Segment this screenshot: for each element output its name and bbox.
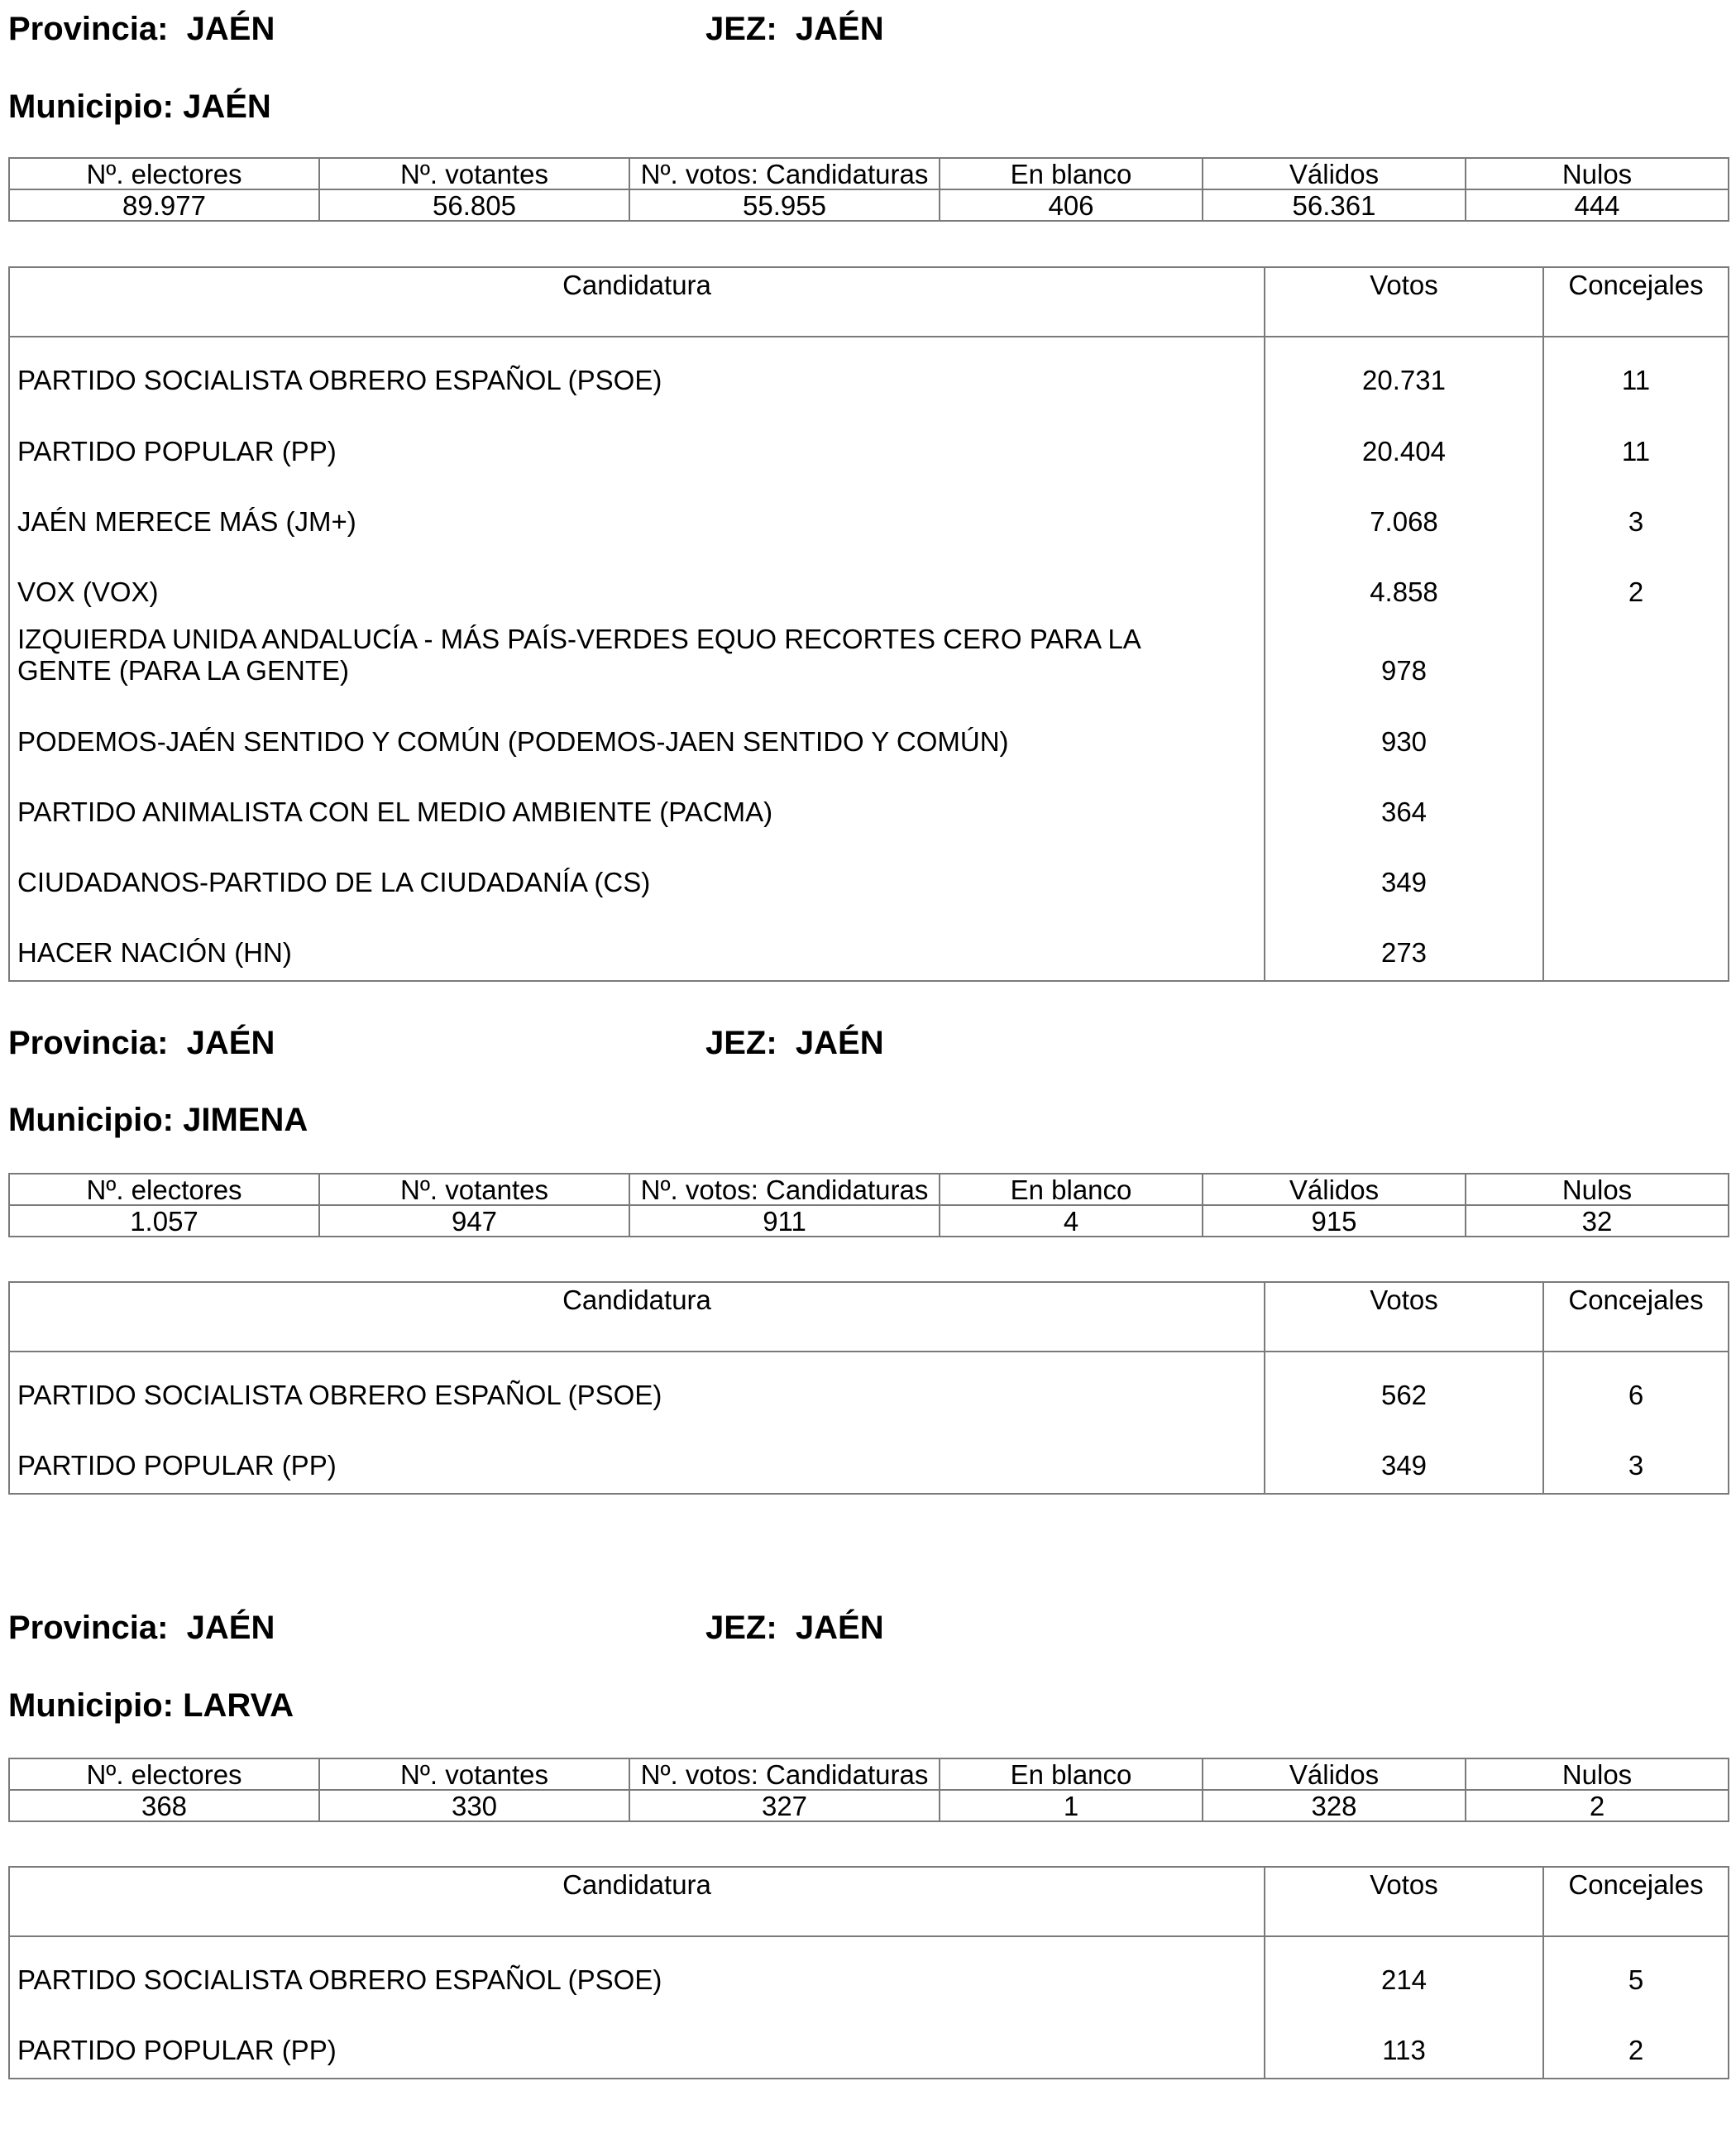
- provincia-value: JAÉN: [186, 1610, 275, 1646]
- stats-table: [8, 1758, 1729, 1822]
- stats-header-validos: Válidos: [1203, 1758, 1466, 1790]
- jez-label: JEZ:: [705, 1610, 777, 1646]
- header-votos: Votos: [1265, 1282, 1543, 1352]
- candidatura-row: [9, 1423, 1729, 1494]
- candidatura-votos: 4.858: [1265, 549, 1543, 620]
- stats-value-row: [9, 1205, 1729, 1237]
- stats-header-votantes: Nº. votantes: [319, 158, 629, 189]
- stats-votos-candidaturas: 911: [629, 1205, 940, 1237]
- stats-electores: 368: [9, 1790, 319, 1821]
- candidaturas-header-row: [9, 267, 1729, 337]
- municipio-heading: [8, 1103, 308, 1136]
- candidatura-concejales: [1543, 769, 1729, 840]
- provincia-label: Provincia:: [8, 11, 169, 47]
- candidatura-row: [9, 769, 1729, 840]
- jez-value: JAÉN: [795, 1025, 884, 1061]
- candidatura-votos: 978: [1265, 620, 1543, 698]
- candidatura-concejales: [1543, 840, 1729, 910]
- provincia-heading: [8, 12, 275, 45]
- municipio-label: Municipio:: [8, 1687, 174, 1724]
- candidatura-votos: 113: [1265, 2007, 1543, 2079]
- stats-nulos: 2: [1466, 1790, 1729, 1821]
- candidatura-name: PARTIDO SOCIALISTA OBRERO ESPAÑOL (PSOE): [9, 1936, 1265, 2007]
- stats-header-en-blanco: En blanco: [940, 1758, 1203, 1790]
- jez-value: JAÉN: [795, 11, 884, 47]
- header-concejales: Concejales: [1543, 267, 1729, 337]
- candidaturas-table: [8, 1281, 1729, 1495]
- jez-heading: [705, 1026, 884, 1060]
- municipio-value: JIMENA: [183, 1102, 308, 1138]
- candidatura-name: PARTIDO POPULAR (PP): [9, 2007, 1265, 2079]
- candidatura-votos: 349: [1265, 1423, 1543, 1494]
- candidatura-votos: 349: [1265, 840, 1543, 910]
- stats-votantes: 330: [319, 1790, 629, 1821]
- candidatura-name: HACER NACIÓN (HN): [9, 910, 1265, 981]
- stats-header-votos-candidaturas: Nº. votos: Candidaturas: [629, 158, 940, 189]
- municipio-label: Municipio:: [8, 1102, 174, 1138]
- candidatura-concejales: 2: [1543, 549, 1729, 620]
- candidatura-concejales: [1543, 698, 1729, 769]
- candidatura-concejales: 3: [1543, 1423, 1729, 1494]
- stats-header-votos-candidaturas: Nº. votos: Candidaturas: [629, 1174, 940, 1205]
- stats-en-blanco: 1: [940, 1790, 1203, 1821]
- header-concejales: Concejales: [1543, 1282, 1729, 1352]
- candidatura-row: [9, 840, 1729, 910]
- jez-value: JAÉN: [795, 1610, 884, 1646]
- stats-header-row: [9, 1174, 1729, 1205]
- stats-nulos: 32: [1466, 1205, 1729, 1237]
- stats-en-blanco: 4: [940, 1205, 1203, 1237]
- header-votos: Votos: [1265, 1867, 1543, 1936]
- candidatura-votos: 930: [1265, 698, 1543, 769]
- stats-value-row: [9, 1790, 1729, 1821]
- stats-header-votantes: Nº. votantes: [319, 1758, 629, 1790]
- candidatura-name: PARTIDO SOCIALISTA OBRERO ESPAÑOL (PSOE): [9, 1352, 1265, 1423]
- stats-header-nulos: Nulos: [1466, 158, 1729, 189]
- candidaturas-table: [8, 1866, 1729, 2079]
- municipio-label: Municipio:: [8, 89, 174, 125]
- municipio-value: LARVA: [183, 1687, 294, 1724]
- candidatura-row: [9, 1936, 1729, 2007]
- header-votos: Votos: [1265, 267, 1543, 337]
- provincia-value: JAÉN: [186, 1025, 275, 1061]
- stats-header-electores: Nº. electores: [9, 1174, 319, 1205]
- candidaturas-header-row: [9, 1282, 1729, 1352]
- candidatura-name: PARTIDO SOCIALISTA OBRERO ESPAÑOL (PSOE): [9, 337, 1265, 408]
- stats-electores: 1.057: [9, 1205, 319, 1237]
- municipio-heading: [8, 90, 271, 123]
- candidatura-votos: 20.404: [1265, 408, 1543, 479]
- candidatura-concejales: 11: [1543, 337, 1729, 408]
- header-concejales: Concejales: [1543, 1867, 1729, 1936]
- candidatura-concejales: [1543, 910, 1729, 981]
- candidatura-concejales: 3: [1543, 479, 1729, 549]
- candidatura-concejales: 2: [1543, 2007, 1729, 2079]
- stats-header-row: [9, 158, 1729, 189]
- stats-header-electores: Nº. electores: [9, 1758, 319, 1790]
- header-candidatura: Candidatura: [9, 1282, 1265, 1352]
- candidatura-name: CIUDADANOS-PARTIDO DE LA CIUDADANÍA (CS): [9, 840, 1265, 910]
- jez-label: JEZ:: [705, 1025, 777, 1061]
- stats-votantes: 56.805: [319, 189, 629, 221]
- stats-validos: 328: [1203, 1790, 1466, 1821]
- stats-table: [8, 157, 1729, 222]
- provincia-heading: [8, 1611, 275, 1644]
- header-candidatura: Candidatura: [9, 267, 1265, 337]
- stats-votantes: 947: [319, 1205, 629, 1237]
- candidatura-concejales: [1543, 620, 1729, 698]
- jez-label: JEZ:: [705, 11, 777, 47]
- candidatura-name: IZQUIERDA UNIDA ANDALUCÍA - MÁS PAÍS-VERDES EQUO RECORTES CERO PARA LA GENTE (PARA LA GENTE): [9, 620, 1265, 698]
- candidatura-row: [9, 1352, 1729, 1423]
- header-candidatura: Candidatura: [9, 1867, 1265, 1936]
- stats-header-nulos: Nulos: [1466, 1758, 1729, 1790]
- stats-header-en-blanco: En blanco: [940, 1174, 1203, 1205]
- stats-header-electores: Nº. electores: [9, 158, 319, 189]
- jez-heading: [705, 1611, 884, 1644]
- candidatura-concejales: 6: [1543, 1352, 1729, 1423]
- stats-header-votantes: Nº. votantes: [319, 1174, 629, 1205]
- candidatura-name: PARTIDO POPULAR (PP): [9, 1423, 1265, 1494]
- provincia-heading: [8, 1026, 275, 1060]
- stats-nulos: 444: [1466, 189, 1729, 221]
- stats-header-validos: Válidos: [1203, 158, 1466, 189]
- candidatura-votos: 364: [1265, 769, 1543, 840]
- candidaturas-table: [8, 266, 1729, 982]
- candidatura-votos: 562: [1265, 1352, 1543, 1423]
- candidatura-name: JAÉN MERECE MÁS (JM+): [9, 479, 1265, 549]
- candidatura-row: [9, 408, 1729, 479]
- jez-heading: [705, 12, 884, 45]
- candidatura-row: [9, 910, 1729, 981]
- candidatura-row: [9, 620, 1729, 698]
- candidatura-name: PODEMOS-JAÉN SENTIDO Y COMÚN (PODEMOS-JAEN SENTIDO Y COMÚN): [9, 698, 1265, 769]
- candidaturas-header-row: [9, 1867, 1729, 1936]
- stats-validos: 915: [1203, 1205, 1466, 1237]
- stats-table: [8, 1173, 1729, 1237]
- candidatura-votos: 7.068: [1265, 479, 1543, 549]
- candidatura-row: [9, 698, 1729, 769]
- candidatura-votos: 214: [1265, 1936, 1543, 2007]
- candidatura-row: [9, 337, 1729, 408]
- stats-electores: 89.977: [9, 189, 319, 221]
- candidatura-concejales: 11: [1543, 408, 1729, 479]
- stats-value-row: [9, 189, 1729, 221]
- candidatura-votos: 20.731: [1265, 337, 1543, 408]
- stats-validos: 56.361: [1203, 189, 1466, 221]
- candidatura-concejales: 5: [1543, 1936, 1729, 2007]
- candidatura-row: [9, 479, 1729, 549]
- stats-header-row: [9, 1758, 1729, 1790]
- candidatura-name: VOX (VOX): [9, 549, 1265, 620]
- stats-votos-candidaturas: 55.955: [629, 189, 940, 221]
- provincia-label: Provincia:: [8, 1610, 169, 1646]
- stats-votos-candidaturas: 327: [629, 1790, 940, 1821]
- provincia-label: Provincia:: [8, 1025, 169, 1061]
- candidatura-votos: 273: [1265, 910, 1543, 981]
- stats-header-nulos: Nulos: [1466, 1174, 1729, 1205]
- municipio-value: JAÉN: [183, 89, 271, 125]
- stats-en-blanco: 406: [940, 189, 1203, 221]
- provincia-value: JAÉN: [186, 11, 275, 47]
- candidatura-row: [9, 549, 1729, 620]
- stats-header-votos-candidaturas: Nº. votos: Candidaturas: [629, 1758, 940, 1790]
- municipio-heading: [8, 1689, 294, 1722]
- stats-header-en-blanco: En blanco: [940, 158, 1203, 189]
- candidatura-name: PARTIDO ANIMALISTA CON EL MEDIO AMBIENTE (PACMA): [9, 769, 1265, 840]
- stats-header-validos: Válidos: [1203, 1174, 1466, 1205]
- candidatura-name: PARTIDO POPULAR (PP): [9, 408, 1265, 479]
- candidatura-row: [9, 2007, 1729, 2079]
